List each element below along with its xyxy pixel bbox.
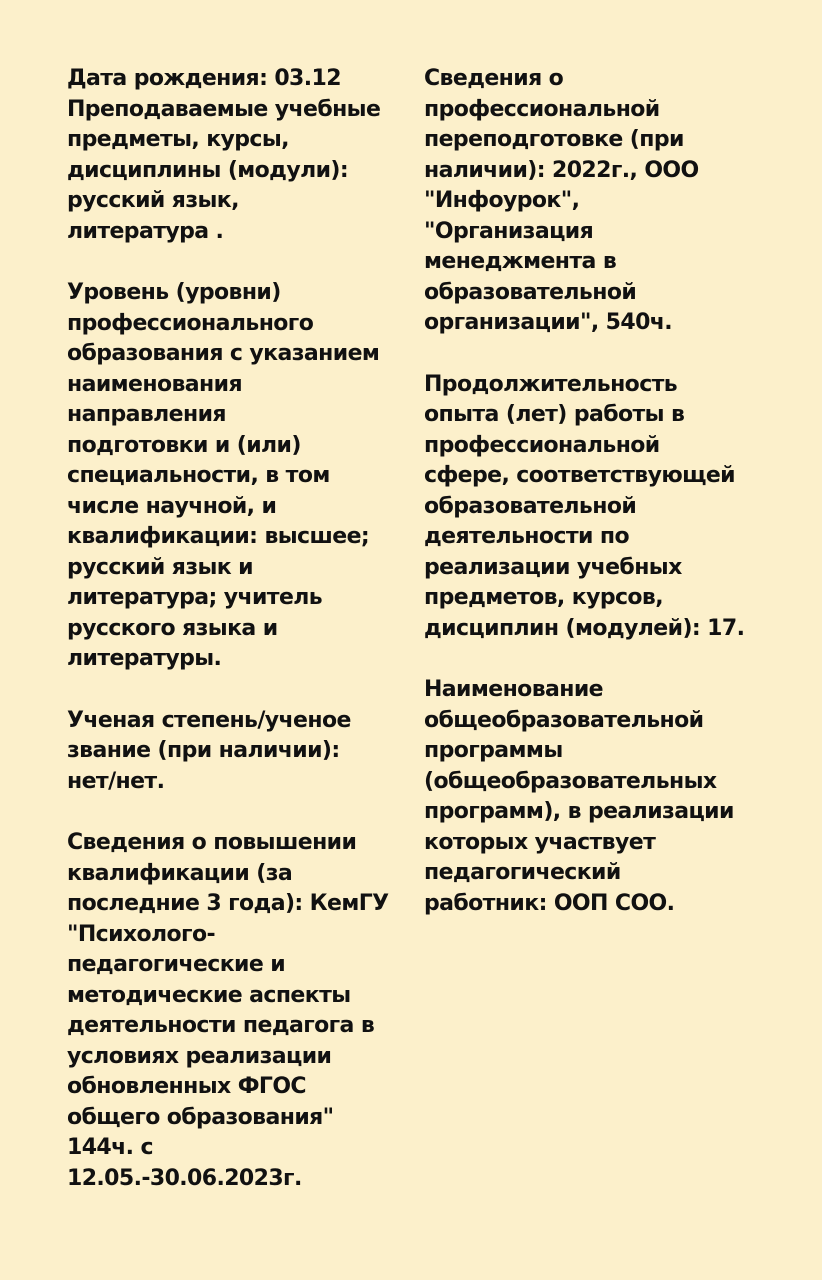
left-column — [67, 64, 407, 1225]
professional-retraining-paragraph: Сведения о профессиональной переподготовке (при наличии): 2022г., ООО "Инфоурок", "Организация менеджмента в образовательной организации", 540ч. — [424, 66, 699, 335]
academic-degree-paragraph: Ученая степень/ученое звание (при наличии): нет/нет. — [67, 707, 351, 794]
educational-program-paragraph: Наименование общеобразовательной программы (общеобразовательных программ), в реализации которых участвует педагогический работник: ООП СОО. — [424, 677, 734, 916]
education-level-paragraph: Уровень (уровни) профессионального образования с указанием наименования направления подготовки и (или) специальности, в том числе научной, и квалификации: высшее; русский язык и литература; учитель русского языка и литературы. — [67, 280, 380, 671]
right-column — [424, 64, 764, 950]
work-experience-paragraph: Продолжительность опыта (лет) работы в профессиональной сфере, соответствующей образовательной деятельности по реализации учебных предметов, курсов, дисциплин (модулей): 17. — [424, 371, 745, 641]
birth-date-and-subjects-paragraph: Дата рождения: 03.12 Преподаваемые учебные предметы, курсы, дисциплины (модули): русский язык, литература . — [67, 66, 381, 244]
qualification-upgrade-paragraph: Сведения о повышении квалификации (за последние 3 года): КемГУ "Психолого- педагогические и методические аспекты деятельности педагога в условиях реализации обновленных ФГОС общего образования" 144ч. с 12.05.-30.06.2023г. — [67, 830, 389, 1191]
